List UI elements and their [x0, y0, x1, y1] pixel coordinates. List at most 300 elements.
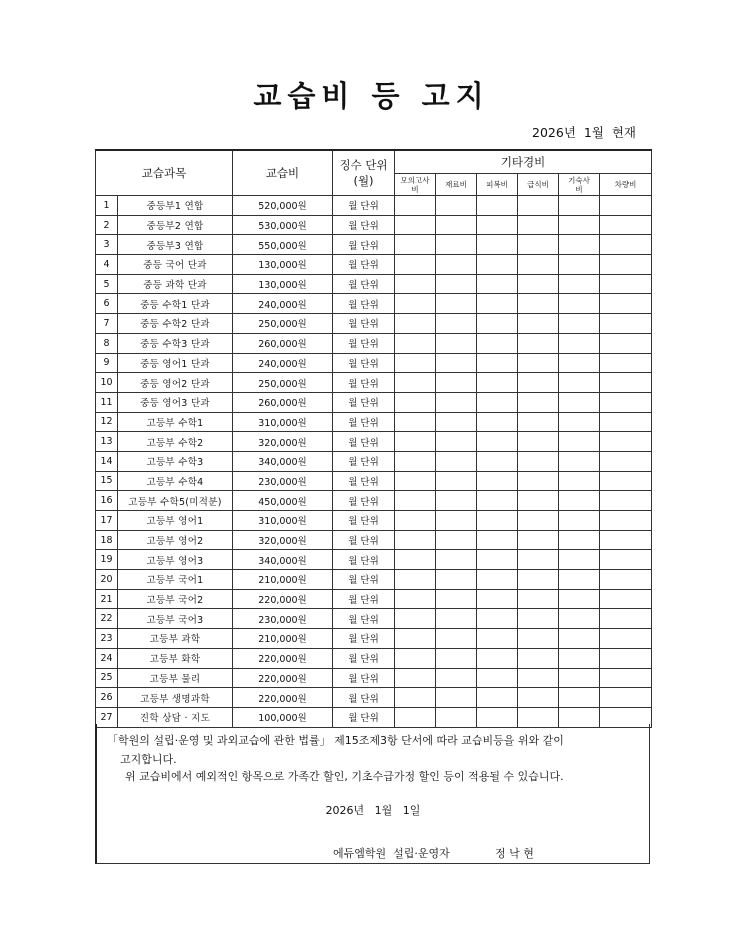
row-other-expense-cell: [477, 235, 518, 255]
row-other-expense-cell: [559, 668, 600, 688]
row-unit: 월 단위: [333, 353, 395, 373]
header-collection-unit: [333, 150, 395, 196]
row-other-expense-cell: [559, 412, 600, 432]
row-number: 14: [96, 451, 118, 471]
row-other-expense-cell: [518, 451, 559, 471]
row-other-expense-cell: [477, 668, 518, 688]
row-number: 1: [96, 196, 118, 216]
row-other-expense-cell: [395, 570, 436, 590]
row-other-expense-cell: [518, 314, 559, 334]
row-other-expense-cell: [518, 668, 559, 688]
row-other-expense-cell: [600, 255, 652, 275]
row-other-expense-cell: [600, 550, 652, 570]
row-number: 7: [96, 314, 118, 334]
row-unit: 월 단위: [333, 589, 395, 609]
row-other-expense-cell: [600, 432, 652, 452]
row-other-expense-cell: [395, 688, 436, 708]
table-row: [96, 570, 652, 590]
row-other-expense-cell: [436, 609, 477, 629]
row-subject: 중등 수학1 단과: [118, 294, 233, 314]
row-unit: 월 단위: [333, 550, 395, 570]
row-other-expense-cell: [436, 314, 477, 334]
row-number: 19: [96, 550, 118, 570]
row-other-expense-cell: [477, 353, 518, 373]
row-other-expense-cell: [559, 255, 600, 275]
row-other-expense-cell: [477, 196, 518, 216]
header-unit-line1: 징수 단위: [339, 158, 388, 172]
row-other-expense-cell: [436, 491, 477, 511]
row-unit: 월 단위: [333, 707, 395, 727]
row-other-expense-cell: [518, 432, 559, 452]
header-subject: 교습과목: [96, 150, 233, 196]
row-number: 23: [96, 629, 118, 649]
row-number: 5: [96, 274, 118, 294]
row-other-expense-cell: [559, 570, 600, 590]
notice-signer-name: 정 낙 현: [495, 847, 534, 860]
row-other-expense-cell: [395, 648, 436, 668]
row-other-expense-cell: [477, 451, 518, 471]
notice-line-2: 고지합니다.: [120, 753, 177, 766]
row-number: 11: [96, 392, 118, 412]
row-other-expense-cell: [600, 471, 652, 491]
row-unit: 월 단위: [333, 688, 395, 708]
row-fee: 340,000원: [233, 550, 333, 570]
row-other-expense-cell: [559, 215, 600, 235]
table-row: [96, 333, 652, 353]
row-other-expense-cell: [436, 215, 477, 235]
row-other-expense-cell: [559, 392, 600, 412]
row-other-expense-cell: [518, 471, 559, 491]
header-unit-line2: (월): [353, 174, 374, 188]
row-other-expense-cell: [436, 432, 477, 452]
row-unit: 월 단위: [333, 392, 395, 412]
row-subject: 중등 영어1 단과: [118, 353, 233, 373]
row-fee: 550,000원: [233, 235, 333, 255]
row-unit: 월 단위: [333, 530, 395, 550]
row-other-expense-cell: [477, 570, 518, 590]
row-subject: 중등부1 연합: [118, 196, 233, 216]
row-other-expense-cell: [477, 255, 518, 275]
row-fee: 100,000원: [233, 707, 333, 727]
row-unit: 월 단위: [333, 609, 395, 629]
row-other-expense-cell: [395, 589, 436, 609]
row-other-expense-cell: [477, 629, 518, 649]
row-unit: 월 단위: [333, 629, 395, 649]
row-number: 21: [96, 589, 118, 609]
row-other-expense-cell: [518, 412, 559, 432]
row-unit: 월 단위: [333, 215, 395, 235]
header-other-col: 재료비: [436, 174, 477, 196]
row-other-expense-cell: [477, 314, 518, 334]
row-other-expense-cell: [518, 294, 559, 314]
row-other-expense-cell: [395, 294, 436, 314]
row-unit: 월 단위: [333, 570, 395, 590]
row-other-expense-cell: [436, 471, 477, 491]
row-subject: 고등부 국어2: [118, 589, 233, 609]
header-other-expenses: 기타경비: [395, 150, 652, 174]
row-other-expense-cell: [395, 333, 436, 353]
row-other-expense-cell: [518, 589, 559, 609]
row-other-expense-cell: [559, 353, 600, 373]
notice-section: [95, 724, 650, 864]
row-other-expense-cell: [559, 629, 600, 649]
table-row: [96, 471, 652, 491]
table-row: [96, 373, 652, 393]
row-other-expense-cell: [600, 274, 652, 294]
row-other-expense-cell: [518, 550, 559, 570]
row-subject: 중등 과학 단과: [118, 274, 233, 294]
row-other-expense-cell: [436, 412, 477, 432]
row-unit: 월 단위: [333, 471, 395, 491]
row-unit: 월 단위: [333, 648, 395, 668]
header-other-col: 차량비: [600, 174, 652, 196]
header-other-col: 급식비: [518, 174, 559, 196]
table-row: [96, 294, 652, 314]
row-unit: 월 단위: [333, 668, 395, 688]
row-fee: 240,000원: [233, 353, 333, 373]
row-other-expense-cell: [436, 274, 477, 294]
row-unit: 월 단위: [333, 274, 395, 294]
row-other-expense-cell: [436, 589, 477, 609]
row-other-expense-cell: [600, 609, 652, 629]
row-other-expense-cell: [436, 570, 477, 590]
row-other-expense-cell: [477, 373, 518, 393]
row-other-expense-cell: [436, 629, 477, 649]
row-other-expense-cell: [600, 511, 652, 531]
row-fee: 220,000원: [233, 589, 333, 609]
row-fee: 210,000원: [233, 629, 333, 649]
row-other-expense-cell: [518, 570, 559, 590]
row-fee: 210,000원: [233, 570, 333, 590]
table-row: [96, 353, 652, 373]
row-other-expense-cell: [518, 196, 559, 216]
row-other-expense-cell: [436, 235, 477, 255]
row-other-expense-cell: [518, 392, 559, 412]
row-number: 4: [96, 255, 118, 275]
row-subject: 중등 국어 단과: [118, 255, 233, 275]
row-other-expense-cell: [477, 215, 518, 235]
row-fee: 310,000원: [233, 412, 333, 432]
row-other-expense-cell: [395, 629, 436, 649]
row-other-expense-cell: [395, 550, 436, 570]
row-number: 3: [96, 235, 118, 255]
table-row: [96, 412, 652, 432]
row-other-expense-cell: [600, 412, 652, 432]
row-other-expense-cell: [559, 314, 600, 334]
row-other-expense-cell: [518, 353, 559, 373]
row-other-expense-cell: [559, 294, 600, 314]
row-other-expense-cell: [477, 589, 518, 609]
row-number: 25: [96, 668, 118, 688]
row-number: 8: [96, 333, 118, 353]
row-fee: 310,000원: [233, 511, 333, 531]
document-title: 교습비 등 고지: [253, 79, 490, 113]
row-unit: 월 단위: [333, 314, 395, 334]
row-other-expense-cell: [518, 373, 559, 393]
row-number: 13: [96, 432, 118, 452]
row-subject: 고등부 수학3: [118, 451, 233, 471]
row-subject: 중등 수학3 단과: [118, 333, 233, 353]
row-other-expense-cell: [477, 432, 518, 452]
row-other-expense-cell: [436, 373, 477, 393]
row-other-expense-cell: [477, 550, 518, 570]
table-row: [96, 255, 652, 275]
row-subject: 고등부 수학5(미적분): [118, 491, 233, 511]
row-other-expense-cell: [395, 353, 436, 373]
row-other-expense-cell: [600, 451, 652, 471]
row-other-expense-cell: [395, 451, 436, 471]
row-other-expense-cell: [436, 333, 477, 353]
row-fee: 220,000원: [233, 648, 333, 668]
row-other-expense-cell: [395, 668, 436, 688]
notice-line-1: 「학원의 설립·운영 및 과외교습에 관한 법률」 제15조제3항 단서에 따라 교습비등을 위와 같이: [107, 734, 564, 747]
row-other-expense-cell: [600, 314, 652, 334]
row-other-expense-cell: [600, 491, 652, 511]
row-other-expense-cell: [436, 196, 477, 216]
row-fee: 260,000원: [233, 392, 333, 412]
row-other-expense-cell: [395, 491, 436, 511]
row-subject: 중등 영어2 단과: [118, 373, 233, 393]
table-row: [96, 589, 652, 609]
table-row: [96, 511, 652, 531]
row-other-expense-cell: [477, 333, 518, 353]
row-other-expense-cell: [436, 451, 477, 471]
row-other-expense-cell: [395, 373, 436, 393]
row-other-expense-cell: [600, 668, 652, 688]
row-other-expense-cell: [436, 648, 477, 668]
row-unit: 월 단위: [333, 235, 395, 255]
row-number: 22: [96, 609, 118, 629]
row-fee: 250,000원: [233, 373, 333, 393]
row-other-expense-cell: [518, 609, 559, 629]
row-fee: 260,000원: [233, 333, 333, 353]
row-other-expense-cell: [559, 274, 600, 294]
row-subject: 고등부 수학4: [118, 471, 233, 491]
row-other-expense-cell: [395, 314, 436, 334]
row-number: 6: [96, 294, 118, 314]
row-subject: 고등부 영어1: [118, 511, 233, 531]
row-other-expense-cell: [395, 392, 436, 412]
row-fee: 450,000원: [233, 491, 333, 511]
row-number: 20: [96, 570, 118, 590]
row-number: 27: [96, 707, 118, 727]
row-other-expense-cell: [600, 688, 652, 708]
row-number: 15: [96, 471, 118, 491]
row-other-expense-cell: [436, 294, 477, 314]
table-row: [96, 314, 652, 334]
row-unit: 월 단위: [333, 451, 395, 471]
row-unit: 월 단위: [333, 333, 395, 353]
row-fee: 320,000원: [233, 530, 333, 550]
header-fee: 교습비: [233, 150, 333, 196]
row-unit: 월 단위: [333, 373, 395, 393]
row-other-expense-cell: [559, 432, 600, 452]
notice-signer: 에듀엠학원 설립·운영자: [333, 847, 450, 860]
row-number: 26: [96, 688, 118, 708]
row-other-expense-cell: [518, 274, 559, 294]
notice-date: 2026년 1월 1일: [325, 804, 421, 817]
header-other-col: 기숙사 비: [559, 174, 600, 196]
row-number: 16: [96, 491, 118, 511]
row-other-expense-cell: [518, 511, 559, 531]
row-other-expense-cell: [600, 392, 652, 412]
row-other-expense-cell: [477, 274, 518, 294]
row-fee: 250,000원: [233, 314, 333, 334]
row-number: 12: [96, 412, 118, 432]
row-other-expense-cell: [518, 255, 559, 275]
row-unit: 월 단위: [333, 511, 395, 531]
row-fee: 220,000원: [233, 668, 333, 688]
row-other-expense-cell: [395, 255, 436, 275]
table-row: [96, 688, 652, 708]
row-subject: 중등 영어3 단과: [118, 392, 233, 412]
row-other-expense-cell: [477, 491, 518, 511]
table-row: [96, 392, 652, 412]
row-subject: 고등부 과학: [118, 629, 233, 649]
row-other-expense-cell: [559, 550, 600, 570]
row-unit: 월 단위: [333, 491, 395, 511]
row-number: 2: [96, 215, 118, 235]
row-other-expense-cell: [477, 688, 518, 708]
row-other-expense-cell: [600, 294, 652, 314]
table-row: [96, 432, 652, 452]
row-other-expense-cell: [477, 294, 518, 314]
row-other-expense-cell: [518, 648, 559, 668]
row-subject: 고등부 화학: [118, 648, 233, 668]
row-other-expense-cell: [436, 550, 477, 570]
row-subject: 고등부 수학2: [118, 432, 233, 452]
row-subject: 중등 수학2 단과: [118, 314, 233, 334]
row-unit: 월 단위: [333, 432, 395, 452]
row-fee: 230,000원: [233, 471, 333, 491]
row-other-expense-cell: [600, 235, 652, 255]
header-other-col: 피복비: [477, 174, 518, 196]
row-subject: 고등부 수학1: [118, 412, 233, 432]
row-other-expense-cell: [518, 235, 559, 255]
row-other-expense-cell: [477, 648, 518, 668]
table-row: [96, 530, 652, 550]
row-other-expense-cell: [559, 333, 600, 353]
row-other-expense-cell: [600, 629, 652, 649]
row-other-expense-cell: [395, 609, 436, 629]
table-row: [96, 451, 652, 471]
row-subject: 고등부 국어3: [118, 609, 233, 629]
table-row: [96, 609, 652, 629]
fee-table: [95, 149, 652, 728]
row-other-expense-cell: [477, 609, 518, 629]
row-other-expense-cell: [436, 353, 477, 373]
header-other-col: 모의고사 비: [395, 174, 436, 196]
row-other-expense-cell: [559, 471, 600, 491]
row-subject: 고등부 국어1: [118, 570, 233, 590]
row-other-expense-cell: [477, 530, 518, 550]
row-other-expense-cell: [518, 629, 559, 649]
row-other-expense-cell: [395, 235, 436, 255]
row-fee: 130,000원: [233, 255, 333, 275]
row-number: 18: [96, 530, 118, 550]
row-unit: 월 단위: [333, 294, 395, 314]
row-other-expense-cell: [395, 196, 436, 216]
row-subject: 중등부2 연합: [118, 215, 233, 235]
table-row: [96, 550, 652, 570]
row-fee: 230,000원: [233, 609, 333, 629]
row-other-expense-cell: [395, 530, 436, 550]
row-other-expense-cell: [600, 333, 652, 353]
row-other-expense-cell: [395, 511, 436, 531]
row-other-expense-cell: [559, 609, 600, 629]
row-subject: 고등부 영어3: [118, 550, 233, 570]
row-subject: 진학 상담 · 지도: [118, 707, 233, 727]
table-row: [96, 215, 652, 235]
row-other-expense-cell: [518, 215, 559, 235]
row-unit: 월 단위: [333, 255, 395, 275]
row-other-expense-cell: [477, 471, 518, 491]
row-other-expense-cell: [477, 511, 518, 531]
row-subject: 중등부3 연합: [118, 235, 233, 255]
row-other-expense-cell: [559, 491, 600, 511]
row-other-expense-cell: [559, 589, 600, 609]
row-other-expense-cell: [436, 668, 477, 688]
row-fee: 520,000원: [233, 196, 333, 216]
row-number: 24: [96, 648, 118, 668]
row-other-expense-cell: [518, 530, 559, 550]
row-other-expense-cell: [559, 688, 600, 708]
row-other-expense-cell: [559, 451, 600, 471]
row-unit: 월 단위: [333, 412, 395, 432]
row-other-expense-cell: [477, 412, 518, 432]
row-other-expense-cell: [559, 530, 600, 550]
row-number: 10: [96, 373, 118, 393]
row-fee: 130,000원: [233, 274, 333, 294]
row-subject: 고등부 영어2: [118, 530, 233, 550]
row-other-expense-cell: [395, 274, 436, 294]
table-row: [96, 491, 652, 511]
row-other-expense-cell: [600, 373, 652, 393]
row-other-expense-cell: [477, 392, 518, 412]
row-other-expense-cell: [600, 570, 652, 590]
table-row: [96, 648, 652, 668]
row-other-expense-cell: [600, 215, 652, 235]
row-number: 9: [96, 353, 118, 373]
table-row: [96, 196, 652, 216]
row-other-expense-cell: [436, 511, 477, 531]
notice-line-3: 위 교습비에서 예외적인 항목으로 가족간 할인, 기초수급가정 할인 등이 적용될 수 있습니다.: [125, 770, 564, 783]
row-other-expense-cell: [600, 196, 652, 216]
row-other-expense-cell: [436, 255, 477, 275]
row-other-expense-cell: [600, 648, 652, 668]
row-subject: 고등부 물리: [118, 668, 233, 688]
row-other-expense-cell: [395, 471, 436, 491]
row-other-expense-cell: [559, 373, 600, 393]
row-number: 17: [96, 511, 118, 531]
row-other-expense-cell: [518, 333, 559, 353]
as-of-date: 2026년 1월 현재: [532, 125, 636, 140]
row-other-expense-cell: [395, 432, 436, 452]
row-other-expense-cell: [436, 688, 477, 708]
row-fee: 220,000원: [233, 688, 333, 708]
row-other-expense-cell: [518, 688, 559, 708]
row-other-expense-cell: [559, 235, 600, 255]
row-fee: 340,000원: [233, 451, 333, 471]
row-other-expense-cell: [395, 412, 436, 432]
table-row: [96, 668, 652, 688]
row-other-expense-cell: [600, 530, 652, 550]
table-row: [96, 274, 652, 294]
row-other-expense-cell: [518, 491, 559, 511]
row-other-expense-cell: [395, 215, 436, 235]
table-row: [96, 629, 652, 649]
table-row: [96, 235, 652, 255]
